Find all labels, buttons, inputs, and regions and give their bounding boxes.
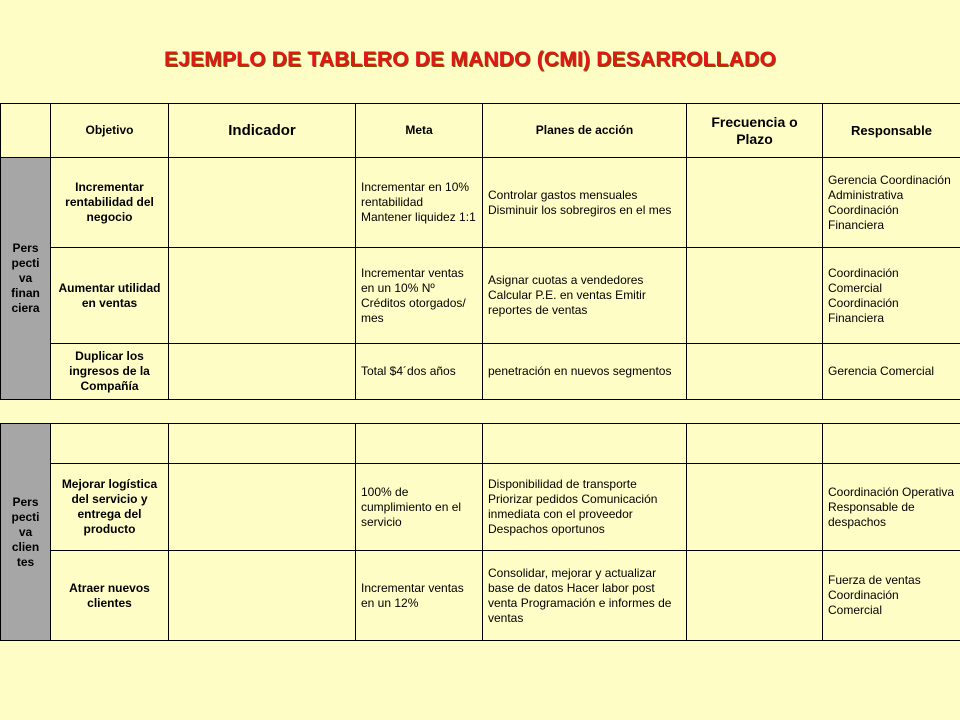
indicador-cell [169, 424, 356, 464]
frecuencia-cell [687, 248, 823, 344]
frecuencia-cell [687, 424, 823, 464]
indicador-cell [169, 464, 356, 551]
indicador-cell [169, 344, 356, 400]
frecuencia-cell [687, 158, 823, 248]
responsable-cell: Fuerza de ventas Coordinación Comercial [823, 551, 960, 641]
objetivo-cell: Duplicar los ingresos de la Compañía [51, 344, 169, 400]
objetivo-cell: Atraer nuevos clientes [51, 551, 169, 641]
objetivo-cell: Mejorar logística del servicio y entrega del producto [51, 464, 169, 551]
objetivo-cell: Incrementar rentabilidad del negocio [51, 158, 169, 248]
table-row [1, 248, 960, 344]
indicador-cell [169, 248, 356, 344]
meta-cell: Total $4´dos años [356, 344, 483, 400]
header-planes: Planes de acción [483, 104, 687, 158]
meta-cell [356, 424, 483, 464]
indicador-cell [169, 158, 356, 248]
header-row [1, 104, 960, 158]
meta-cell: 100% de cumplimiento en el servicio [356, 464, 483, 551]
frecuencia-cell [687, 344, 823, 400]
meta-cell: Incrementar en 10% rentabilidad Mantener liquidez 1:1 [356, 158, 483, 248]
header-indicador: Indicador [169, 104, 356, 158]
responsable-cell: Gerencia Comercial [823, 344, 960, 400]
responsable-cell [823, 424, 960, 464]
header-frecuencia: Frecuencia o Plazo [687, 104, 823, 158]
table-row [1, 158, 960, 248]
responsable-cell: Coordinación Operativa Responsable de despachos [823, 464, 960, 551]
table-row [1, 424, 960, 464]
header-responsable: Responsable [823, 104, 960, 158]
table-row [1, 464, 960, 551]
meta-cell: Incrementar ventas en un 12% [356, 551, 483, 641]
planes-cell [483, 424, 687, 464]
planes-cell: Disponibilidad de transporte Priorizar pedidos Comunicación inmediata con el proveedor Despachos oportunos [483, 464, 687, 551]
table-row [1, 344, 960, 400]
table-row [1, 551, 960, 641]
header-meta: Meta [356, 104, 483, 158]
frecuencia-cell [687, 464, 823, 551]
planes-cell: Asignar cuotas a vendedores Calcular P.E. en ventas Emitir reportes de ventas [483, 248, 687, 344]
frecuencia-cell [687, 551, 823, 641]
objetivo-cell: Aumentar utilidad en ventas [51, 248, 169, 344]
responsable-cell: Coordinación Comercial Coordinación Financiera [823, 248, 960, 344]
header-objetivo: Objetivo [51, 104, 169, 158]
scorecard-table-financiera [0, 103, 960, 400]
responsable-cell: Gerencia Coordinación Administrativa Coordinación Financiera [823, 158, 960, 248]
scorecard-table-clientes [0, 423, 960, 641]
perspective-label-financiera: Pers pecti va finan ciera [1, 158, 51, 400]
planes-cell: Consolidar, mejorar y actualizar base de datos Hacer labor post venta Programación e informes de ventas [483, 551, 687, 641]
meta-cell: Incrementar ventas en un 10% Nº Créditos otorgados/ mes [356, 248, 483, 344]
header-blank-cell [1, 104, 51, 158]
planes-cell: penetración en nuevos segmentos [483, 344, 687, 400]
page-title: EJEMPLO DE TABLERO DE MANDO (CMI) DESARROLLADO [164, 48, 776, 71]
objetivo-cell [51, 424, 169, 464]
indicador-cell [169, 551, 356, 641]
planes-cell: Controlar gastos mensuales Disminuir los sobregiros en el mes [483, 158, 687, 248]
perspective-label-clientes: Pers pecti va clien tes [1, 424, 51, 641]
